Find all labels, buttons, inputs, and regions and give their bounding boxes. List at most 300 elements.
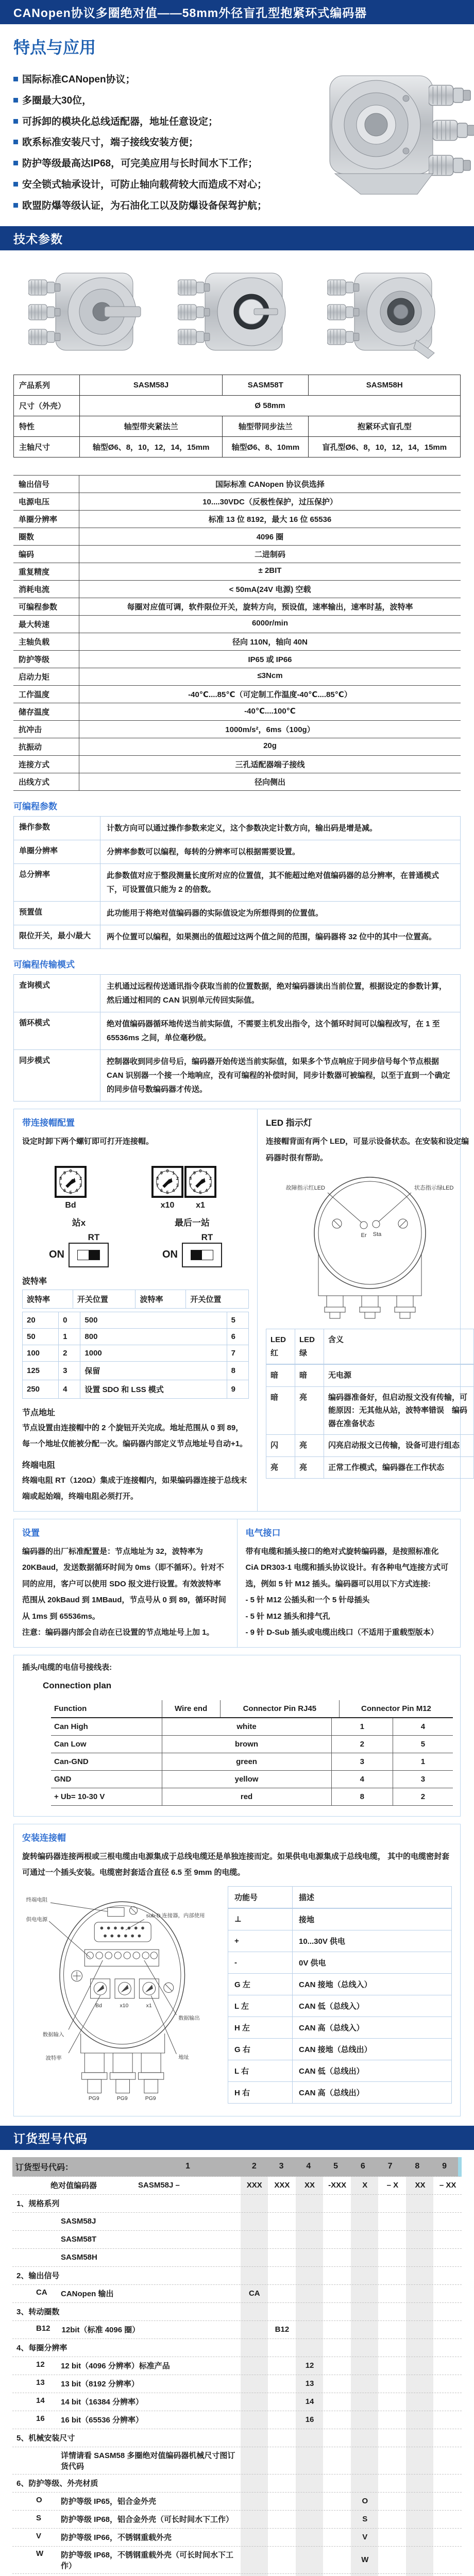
switch-caption: 站x [49,1215,109,1228]
item-code: 13 [36,2378,49,2389]
table-row [13,581,461,598]
item-desc: SASM58T [61,2235,96,2244]
table-row [51,1718,453,1736]
product-images [0,250,474,371]
led-red-state: 暗 [266,1365,295,1387]
group-title-row [12,2267,462,2285]
row-value: 此参数值对应于整段测量长度所对应的位置值，其不能超过绝对值编码器的总分辨率，在普通模式下，可设置值只能为 2 的倍数。 [100,864,460,901]
col-number: 3 [268,2162,295,2171]
baud-value: 800 [80,1328,227,1345]
features-section [0,24,474,226]
settings-note: 注意：编码器内部会自动在已设置的节点地址号上加 1。 [22,1624,229,1641]
col-number: 4 [295,2162,323,2171]
baud-dial[interactable] [55,1166,87,1210]
param-value: 10....30VDC（反极性保护，过压保护） [79,493,461,510]
table-row [14,1012,460,1050]
item-desc: 16 bit（65536 分辨率） [61,2414,143,2425]
code-cell: XXX [268,2181,296,2190]
table-row [228,2038,452,2060]
series-cell: 盲孔型Ø6、8，10，12，14，15mm [309,437,461,457]
bullet-square-icon [13,98,18,103]
code-cell: 14 [296,2397,324,2406]
connection-table [51,1700,453,1718]
function-table [228,1886,452,1908]
rotary-dials [22,1166,249,1210]
bullet-square-icon [13,203,18,208]
table-row [51,1735,453,1753]
tech-section-heading: 技术参数 [0,226,474,250]
switch-caption: 最后一站 [162,1215,222,1228]
item-code [36,2235,49,2244]
table-row [13,756,461,773]
led-red-state: 闪 [266,1435,295,1457]
fault-led-label: 故障指示红LED [286,1184,325,1191]
col-number: 8 [404,2162,431,2171]
param-label: 抗振动 [13,738,79,755]
ordering-item-row [12,2375,462,2393]
switch-pos: 4 [59,1380,80,1398]
code-cell: XXX [241,2181,268,2190]
table-row [23,1380,249,1398]
table-row [13,511,461,528]
function-desc: 0V 供电 [293,1952,452,1973]
led-desc: 连接帽背面有两个 LED，可显示设备状态。在安装和设定编码器时很有帮助。 [266,1133,474,1166]
col-header: Connector Pin RJ45 [220,1700,339,1718]
item-code [36,2450,49,2471]
table-row [266,1386,474,1435]
feature-text: 安全锁式轴承设计，可防止轴向载荷较大而造成不对心； [22,179,267,191]
code-cell: V [351,2533,379,2541]
item-desc: 详情请看 SASM58 多圈绝对值编码器机械尺寸图订货代码 [61,2450,236,2471]
param-label: 输出信号 [13,476,79,493]
group-title-row [12,2303,462,2321]
table-row [13,546,461,563]
led-table [266,1329,474,1364]
dial-label: Bd [55,1201,87,1210]
baud-value: 50 [23,1328,59,1345]
param-label: 主轴负载 [13,633,79,650]
ordering-item-row [12,2285,462,2303]
led-red-state: 亮 [266,1456,295,1479]
col-header: 开关位置 [73,1290,136,1308]
function-id: - [228,1952,293,1973]
ordering-item-row [12,2393,462,2411]
subd-label: sub-D 连接器，内部使用 [146,1912,205,1919]
baud-value: 250 [23,1380,59,1398]
item-code: W [36,2549,49,2571]
m12-pin-cell: 1 [393,1753,453,1770]
param-label: 工作温度 [13,686,79,703]
table-row [13,528,461,546]
item-code: 16 [36,2414,49,2425]
col-number: 7 [377,2162,404,2171]
param-value: IP65 或 IP66 [79,651,461,668]
led-table-body [266,1364,474,1479]
led-green-state: 亮 [295,1386,324,1435]
led-heading: LED 指示灯 [266,1115,474,1128]
item-code [36,2253,49,2262]
series-cell: 轴型Ø6、8、10mm [223,437,309,457]
table-row [23,1328,249,1345]
row-label: 总分辨率 [14,864,100,901]
function-cell: GND [51,1770,162,1788]
table-row [23,1345,249,1361]
rotary-dial-icon [151,1166,183,1198]
param-value: 国际标准 CANopen 协议供选择 [79,476,461,493]
code-cell: W [351,2555,379,2564]
series-label: 尺寸（外壳） [14,396,80,416]
table-row [13,668,461,686]
row-value: 主机通过远程传送通讯指令获取当前的位置数据，绝对编码器读出当前位置，根据设定的参数计算，然后通过相同的 CAN 识别单元传回实际值。 [100,975,460,1012]
dip-switch-icon [182,1243,222,1267]
param-value: ≤3Ncm [79,668,461,685]
item-desc: 12bit（标准 4096 圈） [62,2324,140,2335]
table-row [13,598,461,616]
rj45-pin-cell: 1 [331,1718,393,1736]
item-code: O [36,2496,49,2506]
col-number: 2 [241,2162,268,2171]
function-desc: CAN 低（总线入） [293,1995,452,2016]
function-id: G 右 [228,2038,293,2060]
feature-item [13,158,317,170]
item-desc: SASM58J [61,2217,96,2226]
dip-switch-icon [69,1243,109,1267]
pg9-label: PG9 [145,2095,156,2101]
code-cell: XX [407,2181,434,2190]
table-row [266,1456,474,1479]
led-meaning: 无电源 [324,1365,474,1387]
electrical-column [238,1519,461,1647]
function-cell: + Ub= 10-30 V [51,1788,162,1805]
table-row [23,1290,249,1308]
on-label: ON [49,1249,64,1261]
baud-value: 1000 [80,1345,227,1361]
table-row [228,1973,452,1995]
code-cell: 16 [296,2415,324,2424]
node-text: 节点设置由连接帽中的 2 个旋钮开关完成。地址范围从 0 到 89，每一个地址仅能被分配一次。编码器内部定义节点地址号自动+1。 [22,1420,249,1452]
connection-table-body [51,1718,453,1806]
bullet-square-icon [13,140,18,144]
led-meaning: 正常工作模式，编码器在工作状态 [324,1456,474,1479]
cap-install-text: 旋转编码器连接两根或三根电缆由电源集成于总线电缆还是单独连接而定。如果供电电源集成于总线电缆， 其中的电缆密封套可通过一个插头安装。电缆密封套适合直径 6.5 至 9mm 的电缆。 [22,1849,452,1881]
item-desc: 防护等级 IP68，铝合金外壳（可长时间水下工作） [61,2514,233,2524]
term-heading: 终端电阻 [22,1459,249,1470]
row-label: 单圈分辨率 [14,840,100,863]
param-label: 连接方式 [13,756,79,773]
addr-x10-dial[interactable] [151,1166,183,1210]
data-in-label: 数据输入 [43,2031,64,2038]
table-row [228,1952,452,1973]
electrical-option: - 5 针 M12 公插头和一个 5 针母插头 [246,1592,452,1608]
led-cap-diagram [266,1166,474,1320]
col-header: 波特率 [23,1290,73,1308]
table-row [14,902,460,925]
baud-table-body [22,1312,249,1399]
table-row [13,703,461,721]
param-label: 重复精度 [13,563,79,580]
programmable-table [13,816,461,949]
ordering-item-row [12,2321,462,2339]
item-desc: 防护等级 IP65，铝合金外壳 [61,2496,156,2506]
series-table [13,375,461,457]
function-id: L 右 [228,2060,293,2081]
param-label: 最大转速 [13,616,79,633]
row-value: 绝对值编码器循环地传送当前实际值，不需要主机发出指令，这个循环时间可以编程改写，在 1 至 65536ms 之间，单位毫秒级。 [100,1012,460,1049]
table-row [14,925,460,948]
col-header: 功能号 [228,1886,293,1908]
table-header-row [51,1700,453,1718]
function-id: + [228,1930,293,1952]
param-label: 圈数 [13,528,79,545]
baud-heading: 波特率 [22,1275,249,1286]
function-id: G 左 [228,1973,293,1995]
function-id: ⊥ [228,1908,293,1930]
rj45-pin-cell: 4 [331,1770,393,1788]
series-label: 产品系列 [14,375,80,396]
rj45-pin-cell: 2 [331,1735,393,1753]
group-title-row [12,2195,462,2213]
code-cell: – X [379,2181,407,2190]
table-row [228,1908,452,1930]
table-row [13,686,461,703]
col-header: Function [51,1700,162,1718]
item-code: 14 [36,2396,49,2407]
wire-end-cell: white [162,1718,331,1736]
function-table-body [228,1908,452,2104]
table-header-row [228,1886,452,1908]
table-row [266,1329,474,1364]
group-title-row [12,2339,462,2357]
baud-value: 100 [23,1345,59,1361]
table-row [13,651,461,668]
dial-x1-label: x1 [146,2003,152,2008]
ordering-model-row [12,2177,462,2195]
row-label: 同步模式 [14,1050,100,1101]
function-desc: 接地 [293,1908,452,1930]
series-cell: SASM58T [223,375,309,396]
addr-x1-dial[interactable] [184,1166,216,1210]
feature-text: 防护等级最高达IP68，可完美应用与长时间水下工作； [22,158,258,170]
param-label: 抗冲击 [13,721,79,738]
ordering-item-row [12,2249,462,2267]
param-value: -40℃....100℃ [79,703,461,720]
electrical-option: - 9 针 D-Sub 插头或电缆出线口（不适用于重载型版本） [246,1624,452,1641]
rj45-pin-cell: 3 [331,1753,393,1770]
model-base: SASM58J – [135,2181,241,2190]
page-title: CANopen协议多圈绝对值——58mm外径盲孔型抱紧环式编码器 [0,0,474,24]
features-list [13,74,317,212]
table-row [14,416,461,437]
address-label: 地址 [178,2054,189,2060]
table-row [14,396,461,416]
col-number: 5 [322,2162,349,2171]
code-cell: CA [241,2289,268,2298]
row-label: 预置值 [14,902,100,925]
led-red-state: 暗 [266,1386,295,1435]
row-label: 限位开关，最小/最大 [14,925,100,948]
baud-value: 500 [80,1312,227,1328]
table-row [14,864,460,902]
series-cell: 轴型带夹紧法兰 [80,416,223,437]
row-value: 两个位置可以编程，如果测出的值超过这两个值之间的范围，编码器将 32 位中的其中一位置高。 [100,925,460,948]
row-value: 控制器收到同步信号后，编码器开始传送当前实际值，如果多个节点响应于同步信号每个节点根据 CAN 识别器一个接一个地响应，没有可编程的补偿时间，同步计数器可被编程，以至于直到一个确定的同步信号数编码器才传送。 [100,1050,460,1101]
table-row [228,2081,452,2103]
param-value: 6000r/min [79,616,461,633]
param-value: 径向 110N，轴向 40N [79,633,461,650]
transfer-table [13,974,461,1101]
param-value: 每圈对应值可调，软件限位开关，旋转方向，预设值，速率输出，速率时基，波特率 [79,598,461,615]
feature-item [13,200,317,212]
group-title: 5、机械安装尺寸 [12,2430,241,2446]
product-image-sasm58h [326,258,447,368]
dial-label: x1 [184,1201,216,1210]
data-out-label: 数据输出 [178,2014,200,2021]
feature-text: 多圈最大30位， [22,95,92,107]
power-label: 供电电源 [26,1916,48,1923]
col-number: 9 [431,2162,458,2171]
table-row [228,2016,452,2038]
param-value: 标准 13 位 8192，最大 16 位 65536 [79,511,461,528]
table-row [13,563,461,581]
ordering-item-row [12,2231,462,2249]
table-row [14,375,461,396]
code-cell: 12 [296,2361,324,2370]
led-green-state: 亮 [295,1456,324,1479]
param-value: < 50mA(24V 电源) 空载 [79,581,461,598]
feature-text: 欧系标准安装尺寸，端子接线安装方便； [22,137,198,149]
electrical-text: 带有电缆和插头接口的绝对式旋转编码器，是按照标准化 CiA DR303-1 电缆和插头协议设计。有各种电气连接方式可选，例如 5 针 M12 插头。编码器可以用以下方式连接: [246,1544,452,1592]
function-desc: CAN 低（总线出） [293,2060,452,2081]
group-title: 1、规格系列 [12,2195,241,2211]
feature-text: 欧盟防爆等级认证，为石油化工以及防爆设备保驾护航； [22,200,267,212]
row-value: 计数方向可以通过操作参数来定义，这个参数决定计数方向，输出码是增是减。 [100,817,460,840]
wire-end-cell: green [162,1753,331,1770]
rt-switches [22,1215,249,1267]
function-cell: Can-GND [51,1753,162,1770]
settings-column [14,1519,238,1647]
dial-label: x10 [151,1201,183,1210]
row-label: 查询模式 [14,975,100,1012]
dial-x10-label: x10 [120,2003,129,2008]
cap-led-panel [13,1109,461,1512]
bullet-square-icon [13,161,18,165]
ordering-item-row [12,2411,462,2429]
feature-item [13,137,317,149]
row-value: 此功能用于将绝对值编码器的实际值设定为所想得到的位置值。 [100,902,460,925]
item-code: V [36,2532,49,2543]
item-code [36,2217,49,2226]
ordering-item-row [12,2511,462,2529]
function-cell: Can Low [51,1735,162,1753]
cap-config-desc: 设定时卸下两个螺钉即可打开连接帽。 [22,1133,249,1150]
table-row [13,721,461,738]
feature-item [13,95,317,107]
terminal-resistor-label: 终端电阻 [26,1896,48,1903]
transfer-heading: 可编程传输模式 [13,957,461,970]
table-row [228,1930,452,1952]
table-row [13,493,461,511]
bullet-square-icon [13,77,18,81]
param-value: 径向侧出 [79,773,461,790]
function-id: L 左 [228,1995,293,2016]
table-row [23,1312,249,1328]
settings-electrical-panel [13,1519,461,1648]
group-title: 6、防护等级、外壳材质 [12,2475,241,2491]
param-label: 编码 [13,546,79,563]
group-title-row [12,2429,462,2447]
baud-value: 设置 SDO 和 LSS 模式 [80,1380,227,1398]
cap-install-panel [13,1824,461,2116]
baud-label: 波特率 [45,2055,62,2061]
param-value: 二进制码 [79,546,461,563]
series-label: 特性 [14,416,80,437]
switch-pos: 7 [227,1345,248,1361]
connection-intro: 插头/电缆的电信号接线表: [22,1662,452,1672]
ordering-item-row [12,2574,462,2576]
param-label: 电源电压 [13,493,79,510]
station-x-switch[interactable] [49,1215,109,1267]
settings-text: 编码器的出厂标准配置是：节点地址为 32，波特率为 20KBaud，发送数据循环时间为 0ms（即不循环）。针对不同的应用，客户可以使用 SDO 报文进行设置。有效波特率范围从 20kBaud 到 1MBaud，节点号从 0 到 89，循环时间从 1ms 到 65536ms。 [22,1544,229,1625]
param-value: ± 2BIT [79,563,461,580]
item-code: CA [36,2288,49,2299]
m12-pin-cell: 4 [393,1718,453,1736]
param-label: 防护等级 [13,651,79,668]
ordering-item-row [12,2529,462,2547]
item-desc: 防护等级 IP66，不锈钢重载外壳 [61,2532,172,2543]
table-row [14,437,461,457]
table-row [13,476,461,493]
table-row [266,1365,474,1387]
table-row [14,817,460,840]
table-row [14,1050,460,1101]
term-text: 终端电阻 RT（120Ω）集成于连接帽内，如果编码器连接于总线末端或起始端，终端电阻必须打开。 [22,1472,249,1505]
param-label: 可编程参数 [13,598,79,615]
col-header: 开关位置 [186,1290,249,1308]
feature-item [13,116,317,128]
function-id: H 右 [228,2081,293,2103]
function-cell: Can High [51,1718,162,1736]
function-desc: CAN 接地（总线出） [293,2038,452,2060]
rj45-pin-cell: 8 [331,1788,393,1805]
product-image-sasm58t [177,258,298,368]
programmable-heading: 可编程参数 [13,799,461,812]
sta-label: Sta [373,1231,382,1238]
col-header: 描述 [293,1886,452,1908]
item-code: B12 [36,2324,50,2335]
on-label: ON [162,1249,178,1261]
product-image-sasm58j [27,258,148,368]
led-column [258,1109,474,1511]
node-heading: 节点地址 [22,1406,249,1418]
pg9-label: PG9 [117,2095,128,2101]
m12-pin-cell: 3 [393,1770,453,1788]
last-station-switch[interactable] [162,1215,222,1267]
feature-item [13,179,317,191]
group-title: 4、每圈分辨率 [12,2340,241,2355]
er-label: Er [361,1232,367,1239]
item-desc: SASM58H [61,2253,97,2262]
item-desc: CANopen 输出 [61,2288,114,2299]
led-green-state: 暗 [295,1365,324,1387]
table-row [51,1788,453,1805]
col-number: 1 [135,2162,241,2171]
connection-plan-panel [13,1655,461,1817]
table-row [266,1435,474,1457]
param-label: 消耗电流 [13,581,79,598]
parameters-table [13,475,461,791]
features-heading: 特点与应用 [13,35,461,58]
m12-pin-cell: 2 [393,1788,453,1805]
